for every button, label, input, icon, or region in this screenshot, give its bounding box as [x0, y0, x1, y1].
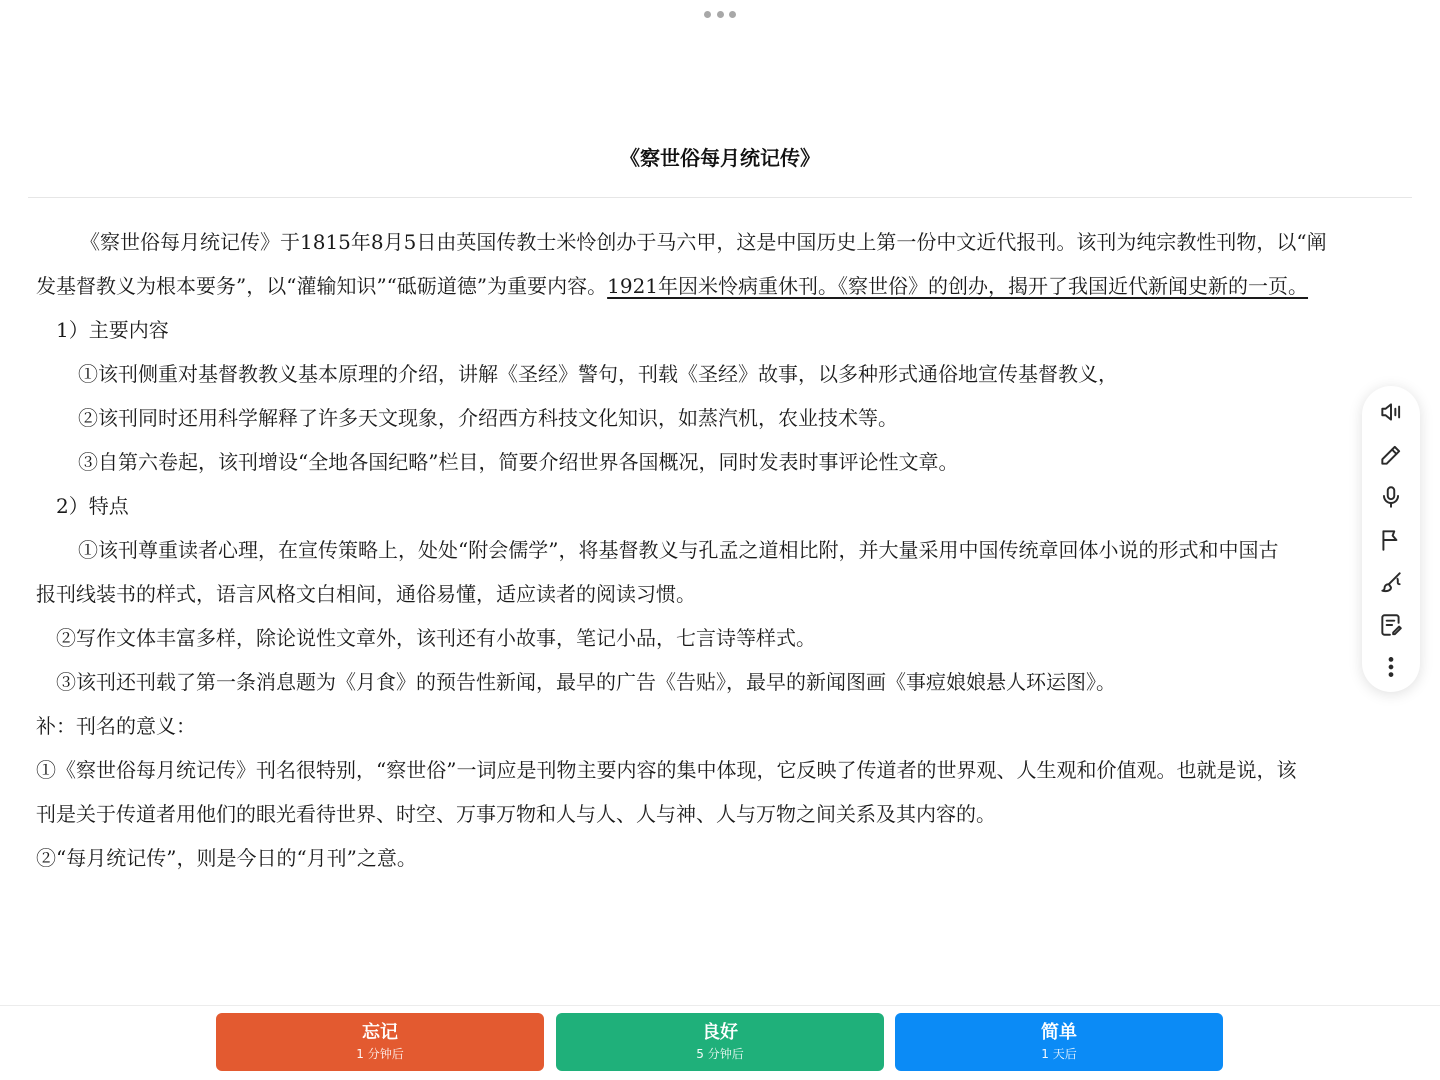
edit-note-icon[interactable] — [1369, 604, 1413, 647]
list-item: ①该刊尊重读者心理，在宣传策略上，处处“附会儒学”，将基督教义与孔孟之道相比附，并大量采用中国传统章回体小说的形式和中国古 — [78, 538, 1279, 562]
supplement-heading: 补：刊名的意义： — [36, 714, 196, 738]
again-button[interactable] — [216, 1013, 544, 1071]
more-options-dots-icon[interactable] — [704, 8, 736, 20]
flag-icon[interactable] — [1369, 519, 1413, 562]
section-heading-features: 2）特点 — [56, 494, 129, 518]
underlined-text: 1921年因米怜病重休刊。《察世俗》的创办，揭开了我国近代新闻史新的一页。 — [607, 274, 1309, 298]
side-toolbar — [1362, 386, 1420, 692]
title-divider — [28, 197, 1412, 198]
list-item-continuation: 报刊线装书的样式，语言风格文白相间，通俗易懂，适应读者的阅读习惯。 — [36, 582, 696, 606]
intro-line-1: 《察世俗每月统记传》于1815年8月5日由英国传教士米怜创办于马六甲，这是中国历史上第一份中文近代报刊。该刊为纯宗教性刊物，以“阐 — [80, 230, 1327, 254]
pencil-icon[interactable] — [1369, 434, 1413, 477]
good-interval: 5 分钟后 — [696, 1047, 744, 1061]
good-button[interactable] — [556, 1013, 884, 1071]
easy-label: 简单 — [1041, 1022, 1077, 1043]
card-title: 《察世俗每月统记传》 — [620, 146, 820, 170]
list-item: ③自第六卷起，该刊增设“全地各国纪略”栏目，简要介绍世界各国概况，同时发表时事评论性文章。 — [78, 450, 959, 474]
supplement-item: ②“每月统记传”，则是今日的“月刊”之意。 — [36, 846, 417, 870]
supplement-item: ①《察世俗每月统记传》刊名很特别，“察世俗”一词应是刊物主要内容的集中体现，它反映了传道者的世界观、人生观和价值观。也就是说，该 — [36, 758, 1297, 782]
list-item: ②写作文体丰富多样，除论说性文章外，该刊还有小故事，笔记小品，七言诗等样式。 — [56, 626, 816, 650]
easy-button[interactable] — [895, 1013, 1223, 1071]
good-label: 良好 — [702, 1022, 738, 1043]
speaker-icon[interactable] — [1369, 391, 1413, 434]
brush-icon[interactable] — [1369, 561, 1413, 604]
list-item: ①该刊侧重对基督教教义基本原理的介绍，讲解《圣经》警句，刊载《圣经》故事，以多种形式通俗地宣传基督教义， — [78, 362, 1118, 386]
intro-line-2 — [36, 264, 1362, 308]
microphone-icon[interactable] — [1369, 476, 1413, 519]
section-heading-main-content: 1）主要内容 — [56, 318, 169, 342]
intro-text: 发基督教义为根本要务”，以“灌输知识”“砥砺道德”为重要内容。 — [36, 274, 608, 298]
more-vertical-icon[interactable] — [1369, 646, 1413, 689]
again-interval: 1 分钟后 — [356, 1047, 404, 1061]
again-label: 忘记 — [362, 1022, 398, 1043]
supplement-item-continuation: 刊是关于传道者用他们的眼光看待世界、时空、万事万物和人与人、人与神、人与万物之间关系及其内容的。 — [36, 802, 996, 826]
easy-interval: 1 天后 — [1041, 1047, 1077, 1061]
rating-bar — [0, 1005, 1440, 1080]
list-item: ③该刊还刊载了第一条消息题为《月食》的预告性新闻，最早的广告《告贴》，最早的新闻图画《事痘娘娘悬人环运图》。 — [56, 670, 1116, 694]
list-item: ②该刊同时还用科学解释了许多天文现象，介绍西方科技文化知识，如蒸汽机，农业技术等。 — [78, 406, 898, 430]
card-content — [36, 220, 1362, 880]
